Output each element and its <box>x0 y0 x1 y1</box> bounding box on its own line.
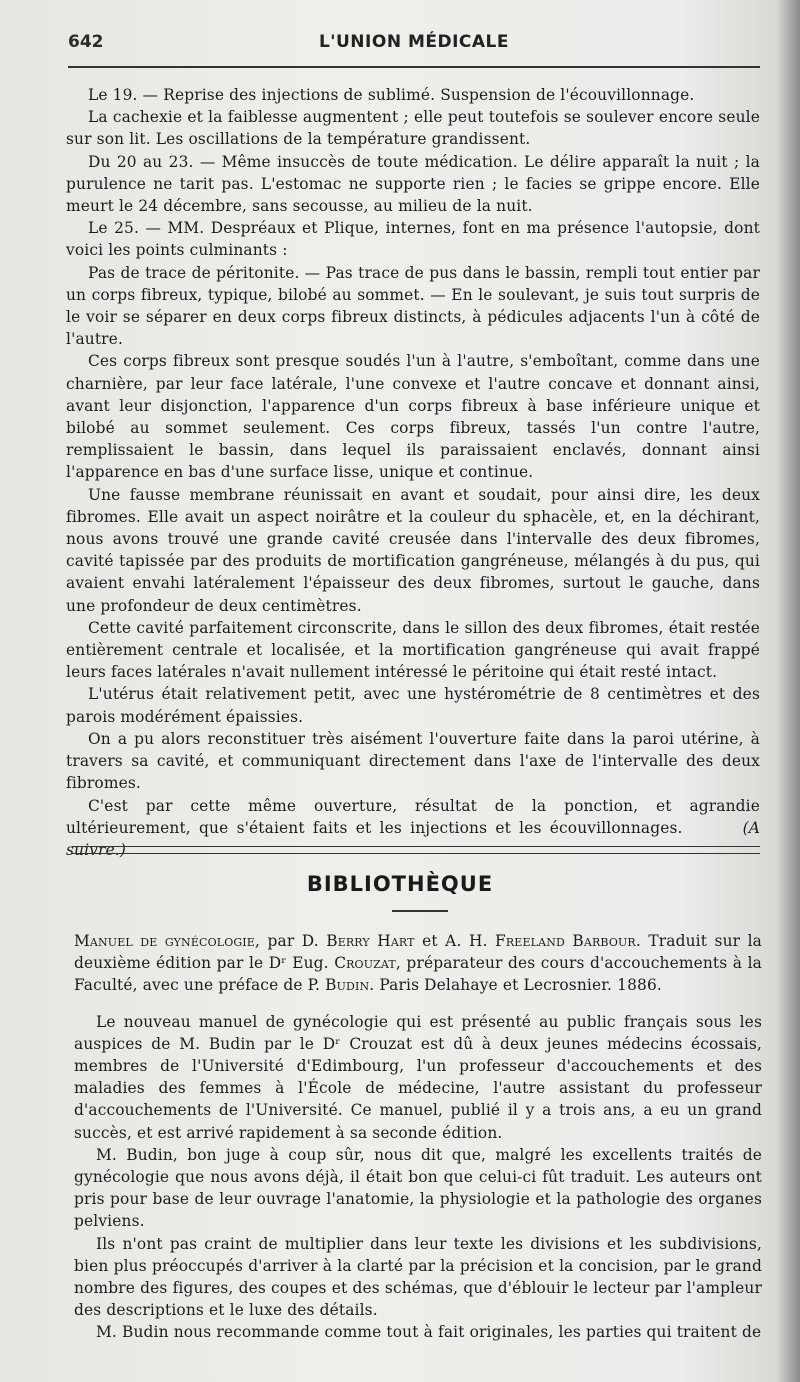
running-header <box>68 32 760 56</box>
paragraph: Le 19. — Reprise des injections de sublimé. Suspension de l'écouvillonnage. <box>88 86 695 104</box>
book-reference: Manuel de gynécologie, par D. Berry Hart et A. H. Freeland Barbour. Traduit sur la deuxième édition par le Dʳ Eug. Crouzat, préparateur des cours d'accouchements à la Faculté, avec une préface de P. Budin. Paris Delahaye et Lecrosnier. 1886. <box>74 932 763 995</box>
paragraph: M. Budin nous recommande comme tout à fait originales, les parties qui traitent de <box>96 1323 762 1342</box>
title-underline <box>392 910 448 912</box>
paragraph: La cachexie et la faiblesse augmentent ; elle peut toutefois se soulever encore seule sur son lit. Les oscillations de la température grandissent. <box>66 108 760 149</box>
author-name: Berry Hart <box>326 932 415 950</box>
section-title: BIBLIOTHÈQUE <box>306 872 494 896</box>
header-rule <box>68 66 760 68</box>
journal-title: L'UNION MÉDICALE <box>318 32 510 52</box>
paragraph: L'utérus était relativement petit, avec une hystérométrie de 8 centimètres et des parois modérément épaissies. <box>66 685 760 726</box>
author-name: Freeland Barbour <box>495 932 636 950</box>
paragraph: Ils n'ont pas craint de multiplier dans leur texte les divisions et les subdivisions, bien plus préoccupés d'arriver à la clarté par la précision et la concision, par le grand nombre des figures, des coupes et des schémas, que d'éblouir le lecteur par l'ampleur des descriptions et le luxe des détails. <box>74 1234 762 1320</box>
closing-text: C'est par cette même ouverture, résultat de la ponction, et agrandie ultérieurement, que s'étaient faits et les injections et les écouvillonnages. <box>66 796 760 837</box>
paragraph: Pas de trace de péritonite. — Pas trace de pus dans le bassin, rempli tout entier par un corps fibreux, typique, bilobé au sommet. — En le soulevant, je suis tout surpris de le voir se séparer en deux corps fibreux distincts, à pédicules adjacents l'un à côté de l'autre. <box>66 263 760 349</box>
spacer <box>74 997 762 1011</box>
paragraph: Une fausse membrane réunissait en avant et soudait, pour ainsi dire, les deux fibromes. Elle avait un aspect noirâtre et la couleur du sphacèle, et, en la déchirant, nous avons trouvé une grande cavité creusée dans l'intervalle des deux fibromes, cavité tapissée par des produits de mortification gangréneuse, mélangés à du pus, qui avaient envahi latéralement l'épaisseur des deux fibromes, surtout le gauche, dans une profondeur de deux centimètres. <box>66 485 760 615</box>
paragraph: M. Budin, bon juge à coup sûr, nous dit que, malgré les excellents traités de gynécologie que nous avons déjà, il était bon que celui-ci fût traduit. Les auteurs ont pris pour base de leur ouvrage l'anatomie, la physiologie et la pathologie des organes pelviens. <box>74 1145 762 1231</box>
paragraph: Du 20 au 23. — Même insuccès de toute médication. Le délire apparaît la nuit ; la purulence ne tarit pas. L'estomac ne supporte rien ; le facies se grippe encore. Elle meurt le 24 décembre, sans secousse, au milieu de la nuit. <box>66 152 760 216</box>
paragraph: Ces corps fibreux sont presque soudés l'un à l'autre, s'emboîtant, comme dans une charnière, par leur face latérale, l'une convexe et l'autre concave et donnant ainsi, avant leur disjonction, l'apparence d'un corps fibreux à base inférieure unique et bilobé au sommet seulement. Ces corps fibreux, tassés l'un contre l'autre, remplissaient le bassin, dans lequel ils paraissaient enclavés, donnant ainsi l'apparence en bas d'une surface lisse, unique et continue. <box>66 352 760 482</box>
page-number: 642 <box>68 32 104 52</box>
paragraph: Le 25. — MM. Despréaux et Plique, internes, font en ma présence l'autopsie, dont voici les points culminants : <box>66 219 760 260</box>
paragraph: Cette cavité parfaitement circonscrite, dans le sillon des deux fibromes, était restée entièrement centrale et localisée, et la mortification gangréneuse qui avait frappé leurs faces latérales n'avait nullement intéressé le péritoine qui était resté intact. <box>66 618 760 682</box>
case-report-text <box>66 84 760 861</box>
book-title: Manuel de gynécologie <box>74 932 255 950</box>
paragraph: Le nouveau manuel de gynécologie qui est présenté au public français sous les auspices de M. Budin par le Dʳ Crouzat est dû à deux jeunes médecins écossais, membres de l'Université d'Edimbourg, l'un professeur d'accouchements et des maladies des femmes à l'École de médecine, l'autre assistant du professeur d'accouchements de l'Université. Ce manuel, publié il y a trois ans, a eu un grand succès, et est arrivé rapidement à sa seconde édition. <box>74 1012 762 1142</box>
paragraph: On a pu alors reconstituer très aisément l'ouverture faite dans la paroi utérine, à travers sa cavité, et communiquant directement dans l'axe de l'intervalle des deux fibromes. <box>66 729 760 793</box>
preface-author-name: Budin <box>325 976 370 995</box>
to-be-continued: (A suivre.) <box>66 818 760 859</box>
translator-name: Crouzat <box>334 954 396 973</box>
bibliotheque-section <box>74 930 762 1344</box>
section-divider <box>72 846 760 854</box>
